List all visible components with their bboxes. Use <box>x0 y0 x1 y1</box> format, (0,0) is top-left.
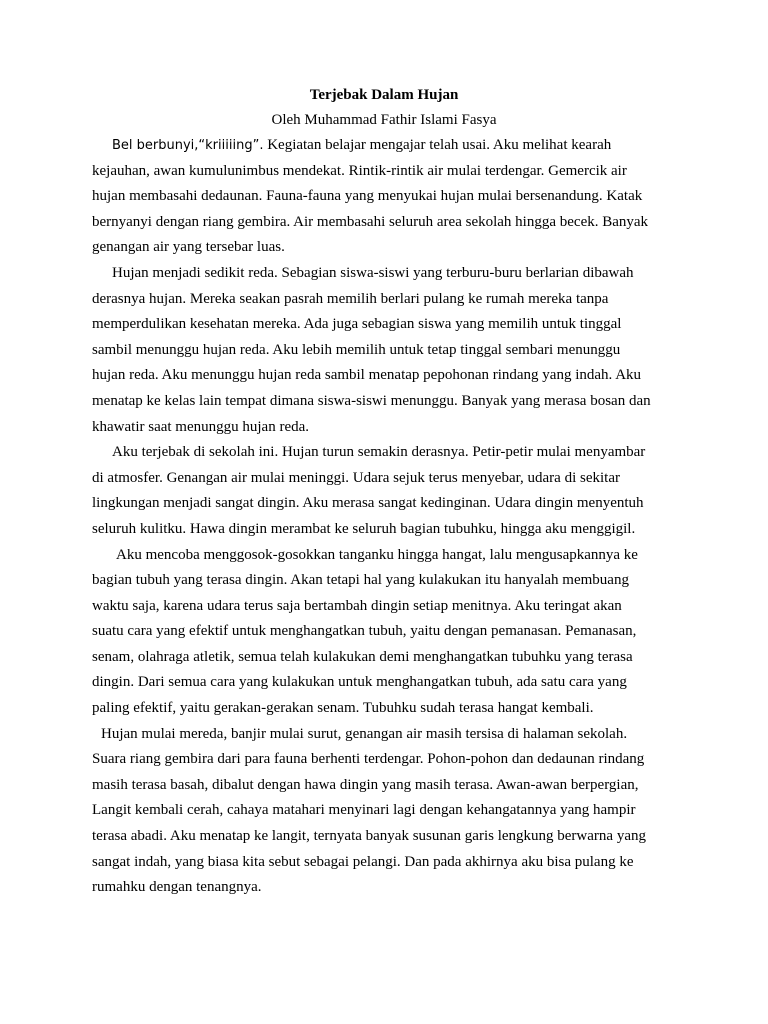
document-author: Oleh Muhammad Fathir Islami Fasya <box>271 112 497 128</box>
paragraph-line: rumahku dengan tenangnya. <box>92 879 262 896</box>
paragraph-line: hujan membasahi dedaunan. Fauna-fauna yang menyukai hujan mulai bersenandung. Katak <box>92 188 643 205</box>
paragraph-line: khawatir saat menunggu hujan reda. <box>92 418 310 435</box>
paragraph-line: menatap ke kelas lain tempat dimana siswa-siswi menunggu. Banyak yang merasa bosan dan <box>92 392 651 409</box>
paragraph-line: Aku mencoba menggosok-gosokkan tanganku hingga hangat, lalu mengusapkannya ke <box>116 546 638 563</box>
paragraph-line: terasa abadi. Aku menatap ke langit, ternyata banyak susunan garis lengkung berwarna yang <box>92 828 646 845</box>
paragraph-line: suatu cara yang efektif untuk menghangatkan tubuh, yaitu dengan pemanasan. Pemanasan, <box>92 623 637 640</box>
paragraph-1 <box>92 133 676 261</box>
paragraph-line: Hujan mulai mereda, banjir mulai surut, genangan air masih tersisa di halaman sekolah. <box>101 725 628 742</box>
paragraph-line: paling efektif, yaitu gerakan-gerakan senam. Tubuhku sudah terasa hangat kembali. <box>92 700 594 717</box>
document-page <box>92 83 676 901</box>
paragraph-line: kejauhan, awan kumulunimbus mendekat. Rintik-rintik air mulai terdengar. Gemercik air <box>92 162 627 179</box>
paragraph-line: hujan reda. Aku menunggu hujan reda sambil menatap pepohonan rindang yang indah. Aku <box>92 367 642 384</box>
paragraph-line <box>92 133 676 159</box>
paragraph-line: masih terasa basah, dibalut dengan hawa dingin yang masih terasa. Awan-awan berpergian, <box>92 776 639 793</box>
paragraph-3 <box>92 440 676 542</box>
paragraph-line: sambil menunggu hujan reda. Aku lebih memilih untuk tetap tinggal sembari menunggu <box>92 341 621 358</box>
paragraph-2 <box>92 261 676 440</box>
paragraph-line: derasnya hujan. Mereka seakan pasrah memilih berlari pulang ke rumah mereka tanpa <box>92 290 609 307</box>
paragraph-line: dingin. Dari semua cara yang kulakukan untuk menghangatkan tubuh, ada satu cara yang <box>92 674 627 691</box>
paragraph-line: Langit kembali cerah, cahaya matahari menyinari lagi dengan kehangatannya yang hampir <box>92 802 636 819</box>
paragraph-line: di atmosfer. Genangan air mulai meninggi. Udara sejuk terus menyebar, udara di sekitar <box>92 469 620 486</box>
paragraph-line: bagian tubuh yang terasa dingin. Akan tetapi hal yang kulakukan itu hanyalah membuang <box>92 572 629 589</box>
paragraph-4 <box>92 543 676 722</box>
paragraph-line: Suara riang gembira dari para fauna berhenti terdengar. Pohon-pohon dan dedaunan rindang <box>92 751 645 768</box>
paragraph-line: genangan air yang tersebar luas. <box>92 239 285 256</box>
opening-phrase: Bel berbunyi,“kriiiiing”. <box>112 138 264 153</box>
document-title: Terjebak Dalam Hujan <box>309 87 459 103</box>
paragraph-line: Hujan menjadi sedikit reda. Sebagian siswa-siswi yang terburu-buru berlarian dibawah <box>112 264 634 281</box>
paragraph-line: senam, olahraga atletik, semua telah kulakukan demi menghangatkan tubuhku yang terasa <box>92 648 633 665</box>
paragraph-line: sangat indah, yang biasa kita sebut sebagai pelangi. Dan pada akhirnya aku bisa pulang ke <box>92 853 634 870</box>
paragraph-line: Aku terjebak di sekolah ini. Hujan turun semakin derasnya. Petir-petir mulai menyambar <box>112 444 646 461</box>
paragraph-line: seluruh kulitku. Hawa dingin merambat ke seluruh bagian tubuhku, hingga aku menggigil. <box>92 520 636 537</box>
paragraph-line: lingkungan menjadi sangat dingin. Aku merasa sangat kedinginan. Udara dingin menyentuh <box>92 495 644 512</box>
paragraph-5 <box>92 722 676 901</box>
paragraph-line: bernyanyi dengan riang gembira. Air membasahi seluruh area sekolah hingga becek. Banyak <box>92 213 649 230</box>
paragraph-line: waktu saja, karena udara terus saja bertambah dingin setiap menitnya. Aku teringat akan <box>92 597 622 614</box>
line-text: Kegiatan belajar mengajar telah usai. Aku melihat kearah <box>263 137 612 153</box>
paragraph-line: memperdulikan kesehatan mereka. Ada juga sebagian siswa yang memilih untuk tinggal <box>92 316 622 333</box>
